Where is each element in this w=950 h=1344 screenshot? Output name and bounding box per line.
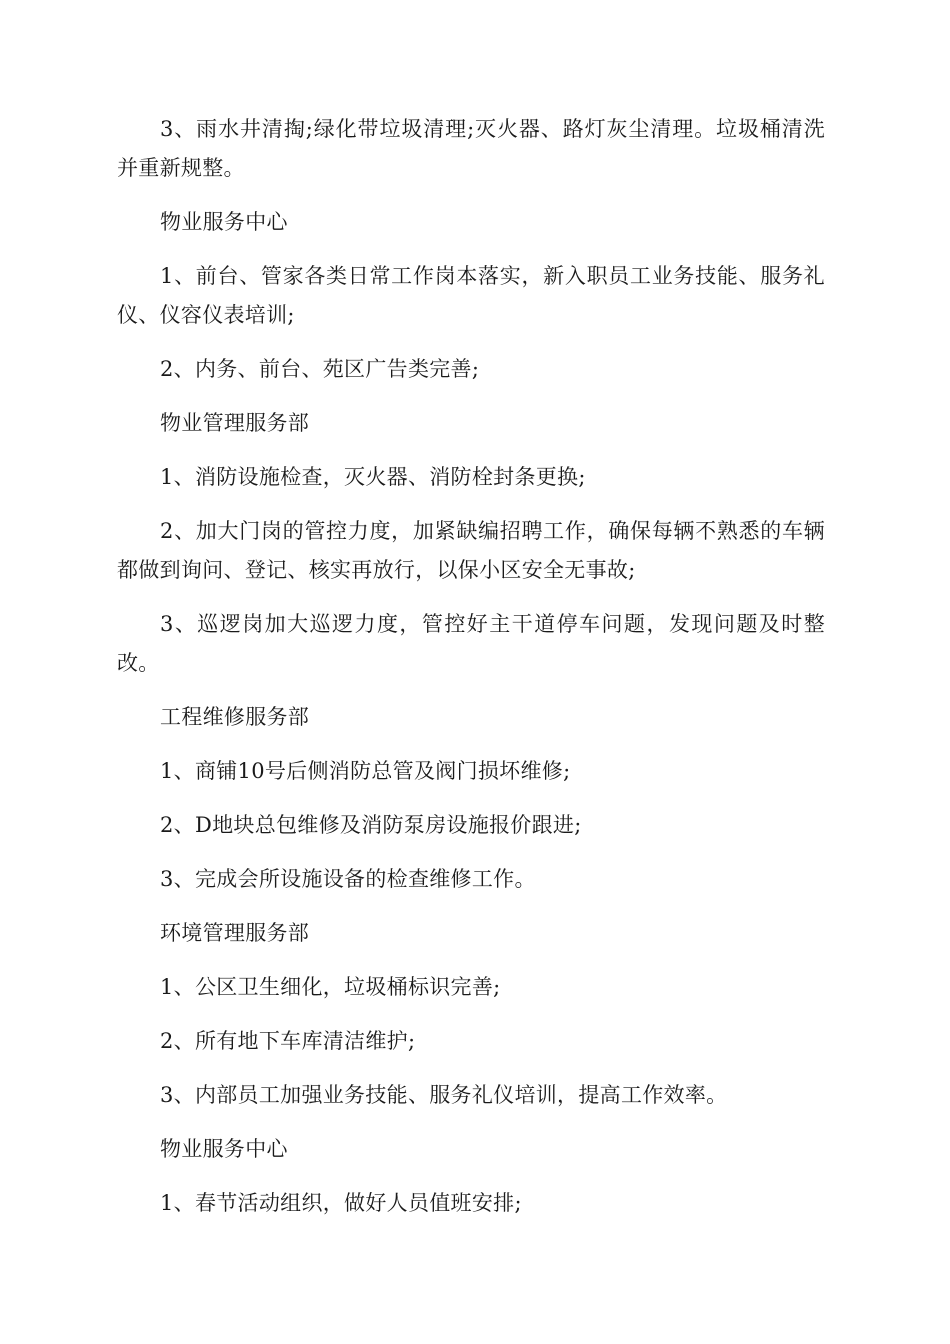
paragraph: 3、完成会所设施设备的检查维修工作。 — [160, 867, 536, 891]
paragraph: 2、加大门岗的管控力度，加紧缺编招聘工作，确保每辆不熟悉的车辆都做到询问、登记、核实再放行，以保小区安全无事故; — [117, 519, 825, 582]
section-heading: 环境管理服务部 — [160, 921, 310, 945]
paragraph: 3、雨水井清掏;绿化带垃圾清理;灭火器、路灯灰尘清理。垃圾桶清洗并重新规整。 — [117, 117, 825, 180]
paragraph: 2、D地块总包维修及消防泵房设施报价跟进; — [160, 813, 582, 837]
paragraph: 1、消防设施检查，灭火器、消防栓封条更换; — [160, 465, 586, 489]
paragraph: 2、内务、前台、苑区广告类完善; — [160, 357, 480, 381]
paragraph: 1、公区卫生细化，垃圾桶标识完善; — [160, 975, 501, 999]
section-heading: 工程维修服务部 — [160, 705, 310, 729]
paragraph: 3、内部员工加强业务技能、服务礼仪培训，提高工作效率。 — [160, 1083, 728, 1107]
paragraph: 3、巡逻岗加大巡逻力度，管控好主干道停车问题，发现问题及时整改。 — [117, 612, 825, 675]
paragraph: 1、春节活动组织，做好人员值班安排; — [160, 1191, 522, 1215]
paragraph: 1、前台、管家各类日常工作岗本落实，新入职员工业务技能、服务礼仪、仪容仪表培训; — [117, 264, 825, 327]
section-heading: 物业管理服务部 — [160, 411, 310, 435]
section-heading: 物业服务中心 — [160, 1137, 288, 1161]
paragraph: 1、商铺10号后侧消防总管及阀门损坏维修; — [160, 759, 571, 783]
document-body — [117, 110, 825, 1223]
paragraph: 2、所有地下车库清洁维护; — [160, 1029, 416, 1053]
section-heading: 物业服务中心 — [160, 210, 288, 234]
